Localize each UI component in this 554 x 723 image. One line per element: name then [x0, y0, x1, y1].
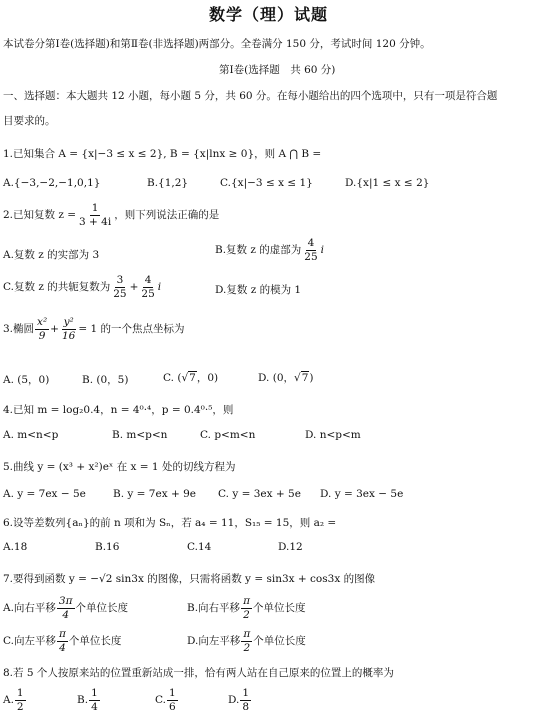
denominator: 16 — [61, 329, 76, 342]
numerator: 3 — [116, 274, 124, 286]
numerator: 4 — [307, 237, 315, 249]
plus-sign: + — [50, 323, 59, 335]
page-title: 数学（理）试题 — [209, 5, 329, 24]
fraction — [167, 688, 178, 712]
numerator: 1 — [91, 202, 99, 214]
question-4-stem: 4.已知 m = log₂0.4，n = 4⁰·⁴，p = 0.4⁰·⁵，则 — [3, 404, 234, 416]
numerator: π — [243, 595, 250, 607]
option-text: B.复数 z 的虚部为 — [215, 244, 302, 256]
option-text: C. — [155, 694, 166, 706]
question-6-option-b: B.16 — [95, 541, 120, 553]
question-2-option-d: D.复数 z 的模为 1 — [215, 284, 302, 296]
question-5-option-d: D. y = 3ex − 5e — [320, 488, 404, 500]
question-7-option-c — [3, 629, 121, 653]
radicand: 7 — [301, 372, 309, 384]
question-8-option-b — [77, 688, 101, 712]
question-6-stem: 6.设等差数列{aₙ}的前 n 项和为 Sₙ，若 a₄ = 11，S₁₅ = 15，则 a₂ = — [3, 517, 337, 529]
question-3-option-b: B. (0，5) — [82, 374, 129, 386]
denominator: 3 + 4i — [79, 215, 112, 228]
fraction — [60, 317, 77, 341]
question-3-option-a: A. (5，0) — [3, 374, 50, 386]
question-6-option-d: D.12 — [278, 541, 303, 553]
fraction — [302, 238, 319, 262]
option-text: 个单位长度 — [253, 635, 306, 647]
numerator: 1 — [242, 687, 250, 699]
section-instructions-line1: 一、选择题：本大题共 12 小题，每小题 5 分，共 60 分。在每小题给出的四个选项中，只有一项是符合题 — [3, 90, 498, 102]
denominator: 2 — [16, 700, 24, 713]
question-3-option-c — [163, 370, 218, 385]
numerator: 3π — [58, 595, 73, 607]
numerator: 1 — [169, 687, 176, 699]
option-text: 个单位长度 — [252, 602, 306, 614]
option-text: D. — [228, 694, 240, 706]
question-5-option-b: B. y = 7ex + 9e — [113, 488, 196, 500]
question-5-stem: 5.曲线 y = (x³ + x²)eˣ 在 x = 1 处的切线方程为 — [3, 461, 236, 473]
option-text: A. — [3, 694, 14, 706]
numerator: 4 — [144, 274, 152, 286]
question-6-option-c: C.14 — [187, 541, 212, 553]
fraction — [57, 629, 68, 653]
fraction — [77, 203, 113, 227]
question-4-option-c: C. p<m<n — [200, 429, 256, 441]
question-5-option-c: C. y = 3ex + 5e — [218, 488, 301, 500]
question-7-stem: 7.要得到函数 y = −√2 sin3x 的图像，只需将函数 y = sin3x + cos3x 的图像 — [3, 573, 376, 585]
part-heading: 第Ⅰ卷(选择题 共 60 分) — [219, 64, 336, 76]
denominator: 2 — [243, 608, 250, 621]
denominator: 4 — [91, 700, 98, 713]
numerator: 1 — [16, 687, 24, 699]
option-text: D. (0， — [258, 372, 294, 384]
question-8-option-d — [228, 688, 252, 712]
question-7-option-a — [3, 596, 128, 620]
question-7-option-b — [187, 596, 305, 620]
option-text: B. — [77, 694, 89, 706]
denominator: 25 — [304, 250, 318, 263]
plus-sign: + — [129, 281, 139, 293]
fraction — [111, 275, 128, 299]
numerator: y² — [63, 316, 74, 328]
question-1-option-d: D.{x|1 ≤ x ≤ 2} — [345, 177, 430, 189]
numerator: x² — [37, 316, 48, 328]
question-3-stem-tail: = 1 的一个焦点坐标为 — [78, 323, 185, 335]
option-text: C. ( — [163, 372, 182, 384]
question-3-stem — [3, 317, 185, 341]
question-2-stem-lead: 2.已知复数 z = — [3, 209, 77, 221]
question-8-option-a — [3, 688, 27, 712]
option-text: B.向右平移 — [187, 602, 241, 614]
option-text: 个单位长度 — [68, 635, 122, 647]
question-4-option-b: B. m<p<n — [112, 429, 168, 441]
question-7-option-d — [187, 629, 306, 653]
question-1-option-b: B.{1,2} — [147, 177, 189, 189]
fraction — [139, 275, 156, 299]
radicand: 7 — [189, 372, 196, 384]
question-1-stem: 1.已知集合 A = {x|−3 ≤ x ≤ 2}, B = {x|lnx ≥ 0}，则 A ⋂ B = — [3, 148, 322, 160]
option-text: ，0) — [196, 372, 219, 384]
option-text: A.向右平移 — [3, 602, 56, 614]
question-8-stem: 8.若 5 个人按原来站的位置重新站成一排，恰有两人站在自己原来的位置上的概率为 — [3, 667, 394, 679]
denominator: 8 — [242, 700, 250, 713]
option-text: D.向左平移 — [187, 635, 241, 647]
fraction — [15, 688, 26, 712]
imaginary-unit: i — [157, 281, 162, 293]
question-4-option-d: D. n<p<m — [305, 429, 361, 441]
denominator: 2 — [243, 641, 251, 654]
denominator: 25 — [113, 287, 127, 300]
option-text: 个单位长度 — [75, 602, 129, 614]
question-2-stem-tail: ，则下列说法正确的是 — [114, 209, 220, 221]
question-1-option-c: C.{x|−3 ≤ x ≤ 1} — [220, 177, 313, 189]
numerator: 1 — [91, 687, 98, 699]
sqrt-icon: √ — [181, 372, 189, 384]
fraction — [89, 688, 100, 712]
denominator: 6 — [169, 700, 176, 713]
question-2-stem — [3, 203, 219, 227]
question-3-option-d — [258, 370, 314, 385]
fraction — [35, 317, 49, 341]
denominator: 4 — [59, 641, 66, 654]
question-5-option-a: A. y = 7ex − 5e — [3, 488, 86, 500]
question-3-stem-lead: 3.椭圆 — [3, 323, 35, 335]
option-text: C.向左平移 — [3, 635, 56, 647]
question-4-option-a: A. m<n<p — [3, 429, 59, 441]
question-2-option-a: A.复数 z 的实部为 3 — [3, 249, 100, 261]
question-2-option-b — [215, 238, 324, 262]
imaginary-unit: i — [320, 244, 324, 256]
section-instructions-line2: 目要求的。 — [3, 115, 56, 127]
fraction — [241, 629, 252, 653]
question-8-option-c — [155, 688, 179, 712]
fraction — [240, 688, 251, 712]
question-1-option-a: A.{−3,−2,−1,0,1} — [3, 177, 101, 189]
denominator: 9 — [38, 329, 46, 342]
question-6-option-a: A.18 — [3, 541, 28, 553]
denominator: 25 — [141, 287, 155, 300]
numerator: π — [59, 628, 66, 640]
exam-intro: 本试卷分第Ⅰ卷(选择题)和第Ⅱ卷(非选择题)两部分。全卷满分 150 分，考试时间 120 分钟。 — [3, 38, 431, 50]
option-text: C.复数 z 的共轭复数为 — [3, 281, 111, 293]
question-2-option-c — [3, 275, 161, 299]
numerator: π — [243, 628, 251, 640]
option-text: ) — [309, 372, 314, 384]
fraction — [241, 596, 252, 620]
sqrt-icon: √ — [294, 372, 301, 384]
denominator: 4 — [62, 608, 70, 621]
fraction — [57, 596, 75, 620]
